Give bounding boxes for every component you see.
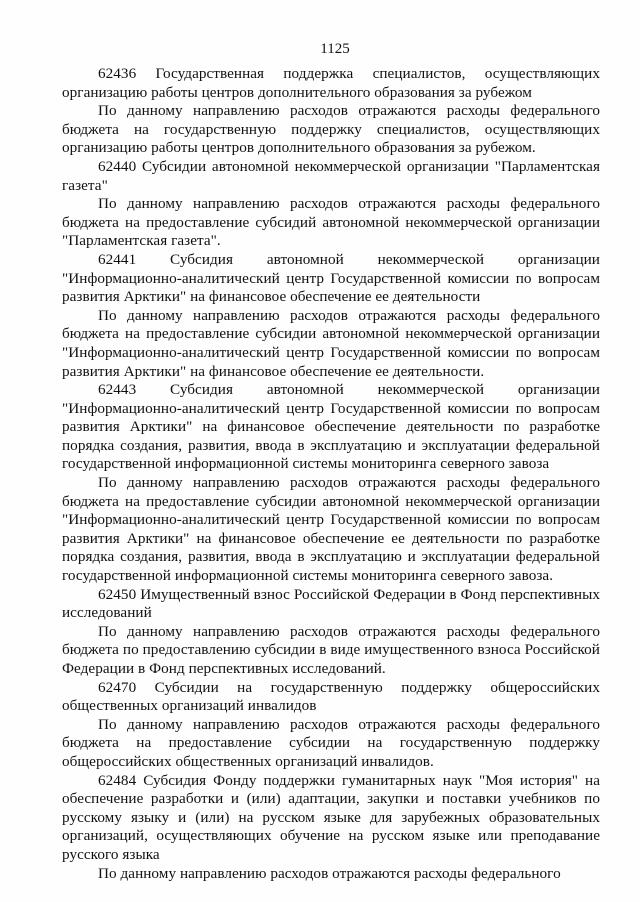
paragraph-62440-heading: 62440 Субсидии автономной некоммерческой организации "Парламентская газета" xyxy=(62,157,600,194)
paragraph-62470-heading: 62470 Субсидии на государственную поддержку общероссийских общественных организаций инвалидов xyxy=(62,678,600,715)
paragraph-62441-description: По данному направлению расходов отражаются расходы федерального бюджета на предоставление субсидии автономной некоммерческой организации "Информационно-аналитический центр Государственной комиссии по вопросам развития Арктики" на финансовое обеспечение ее деятельности. xyxy=(62,306,600,380)
paragraph-62470-description: По данному направлению расходов отражаются расходы федерального бюджета на предоставление субсидии на государственную поддержку общероссийских общественных организаций инвалидов. xyxy=(62,715,600,770)
paragraph-62436-description: По данному направлению расходов отражаются расходы федерального бюджета на государственную поддержку специалистов, осуществляющих организацию работы центров дополнительного образования за рубежом. xyxy=(62,102,600,157)
paragraph-62436-heading: 62436 Государственная поддержка специалистов, осуществляющих организацию работы центров дополнительного образования за рубежом xyxy=(62,65,600,101)
page-number: 1125 xyxy=(320,41,350,57)
paragraph-62450-heading: 62450 Имущественный взнос Российской Федерации в Фонд перспективных исследований xyxy=(62,585,600,622)
paragraph-62443-description: По данному направлению расходов отражаются расходы федерального бюджета на предоставление субсидии автономной некоммерческой организации "Информационно-аналитический центр Государственной комиссии по вопросам развития Арктики" на финансовое обеспечение ее деятельности по разработке порядка создания, развития, ввода в эксплуатацию и эксплуатации федеральной государственной информационной системы мониторинга северного завоза. xyxy=(62,474,600,585)
paragraph-62450-description: По данному направлению расходов отражаются расходы федерального бюджета по предоставлению субсидии в виде имущественного взноса Российской Федерации в Фонд перспективных исследований. xyxy=(62,622,600,677)
paragraph-62441-heading: 62441 Субсидия автономной некоммерческой организации "Информационно-аналитический центр Государственной комиссии по вопросам развития Арктики" на финансовое обеспечение ее деятельности xyxy=(62,250,600,306)
paragraph-62440-description: По данному направлению расходов отражаются расходы федерального бюджета на предоставление субсидий автономной некоммерческой организации "Парламентская газета". xyxy=(62,195,600,250)
paragraph-62484-heading: 62484 Субсидия Фонду поддержки гуманитарных наук "Моя история" на обеспечение разработки и (или) адаптации, закупки и поставки учебников по русскому языку и (или) на русском языке для зарубежных образовательных организаций, осуществляющих обучение на русском языке или преподавание русского языка xyxy=(62,771,600,863)
paragraph-62443-heading: 62443 Субсидия автономной некоммерческой организации "Информационно-аналитический центр Государственной комиссии по вопросам развития Арктики" на финансовое обеспечение деятельности по разработке порядка создания, развития, ввода в эксплуатацию и эксплуатации федеральной государственной информационной системы мониторинга северного завоза xyxy=(62,381,600,473)
paragraph-62484-description: По данному направлению расходов отражаются расходы федерального xyxy=(98,864,561,882)
